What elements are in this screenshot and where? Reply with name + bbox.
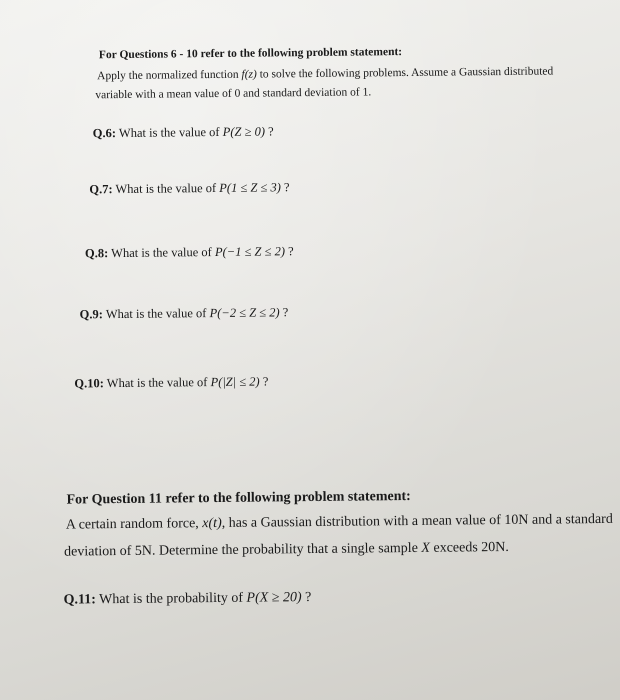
question-label: Q.6:	[92, 126, 117, 141]
block1-heading: For Questions 6 - 10 refer to the following problem statement:	[98, 46, 403, 62]
question-end: ?	[280, 180, 290, 195]
question-q9	[80, 305, 289, 322]
question-expression: P(−1 ≤ Z ≤ 2)	[214, 244, 286, 260]
question-label: Q.9:	[79, 307, 103, 322]
question-q8	[85, 244, 294, 261]
block1-line1	[97, 65, 553, 82]
question-text: What is the value of	[112, 180, 220, 197]
question-end: ?	[264, 124, 274, 139]
question-text: What is the value of	[102, 306, 210, 322]
question-expression: P(X ≥ 20)	[246, 590, 302, 606]
question-label: Q.8:	[84, 246, 109, 261]
question-end: ?	[301, 590, 312, 606]
question-end: ?	[279, 305, 289, 320]
question-label: Q.7:	[89, 182, 113, 197]
block2-line1-var: x(t)	[202, 515, 222, 532]
question-q10	[74, 374, 268, 391]
question-label: Q.10:	[74, 376, 104, 391]
block2-line1-before: A certain random force,	[65, 516, 203, 533]
question-expression: P(Z ≥ 0)	[222, 124, 266, 139]
question-text: What is the value of	[108, 245, 215, 261]
block2-line2	[64, 540, 509, 561]
question-text: What is the value of	[115, 124, 223, 141]
question-q7	[89, 180, 289, 197]
block2-line1	[66, 512, 613, 534]
question-end: ?	[284, 244, 294, 259]
question-label: Q.11:	[63, 592, 96, 608]
block1-line2: variable with a mean value of 0 and standard deviation of 1.	[95, 86, 372, 102]
question-expression: P(1 ≤ Z ≤ 3)	[219, 180, 281, 195]
question-q6	[93, 124, 274, 141]
block2-line2-before: deviation of 5N. Determine the probability that a single sample	[64, 540, 422, 560]
block1-line1-func: f(z)	[241, 68, 257, 81]
question-expression: P(−2 ≤ Z ≤ 2)	[209, 305, 280, 321]
block1-line1-before: Apply the normalized function	[97, 68, 242, 83]
block1-line1-after: to solve the following problems. Assume a Gaussian distributed	[256, 65, 554, 81]
question-q11	[64, 590, 312, 609]
block2-line2-var: X	[421, 540, 431, 556]
question-expression: P(|Z| ≤ 2)	[210, 374, 260, 390]
block2-heading: For Question 11 refer to the following problem statement:	[66, 488, 411, 508]
question-text: What is the value of	[103, 375, 211, 391]
question-text: What is the probability of	[95, 590, 247, 608]
block2-line1-after: , has a Gaussian distribution with a mean value of 10N and a standard	[221, 511, 613, 531]
block2-line2-after: exceeds 20N.	[429, 539, 509, 556]
question-end: ?	[259, 374, 269, 389]
